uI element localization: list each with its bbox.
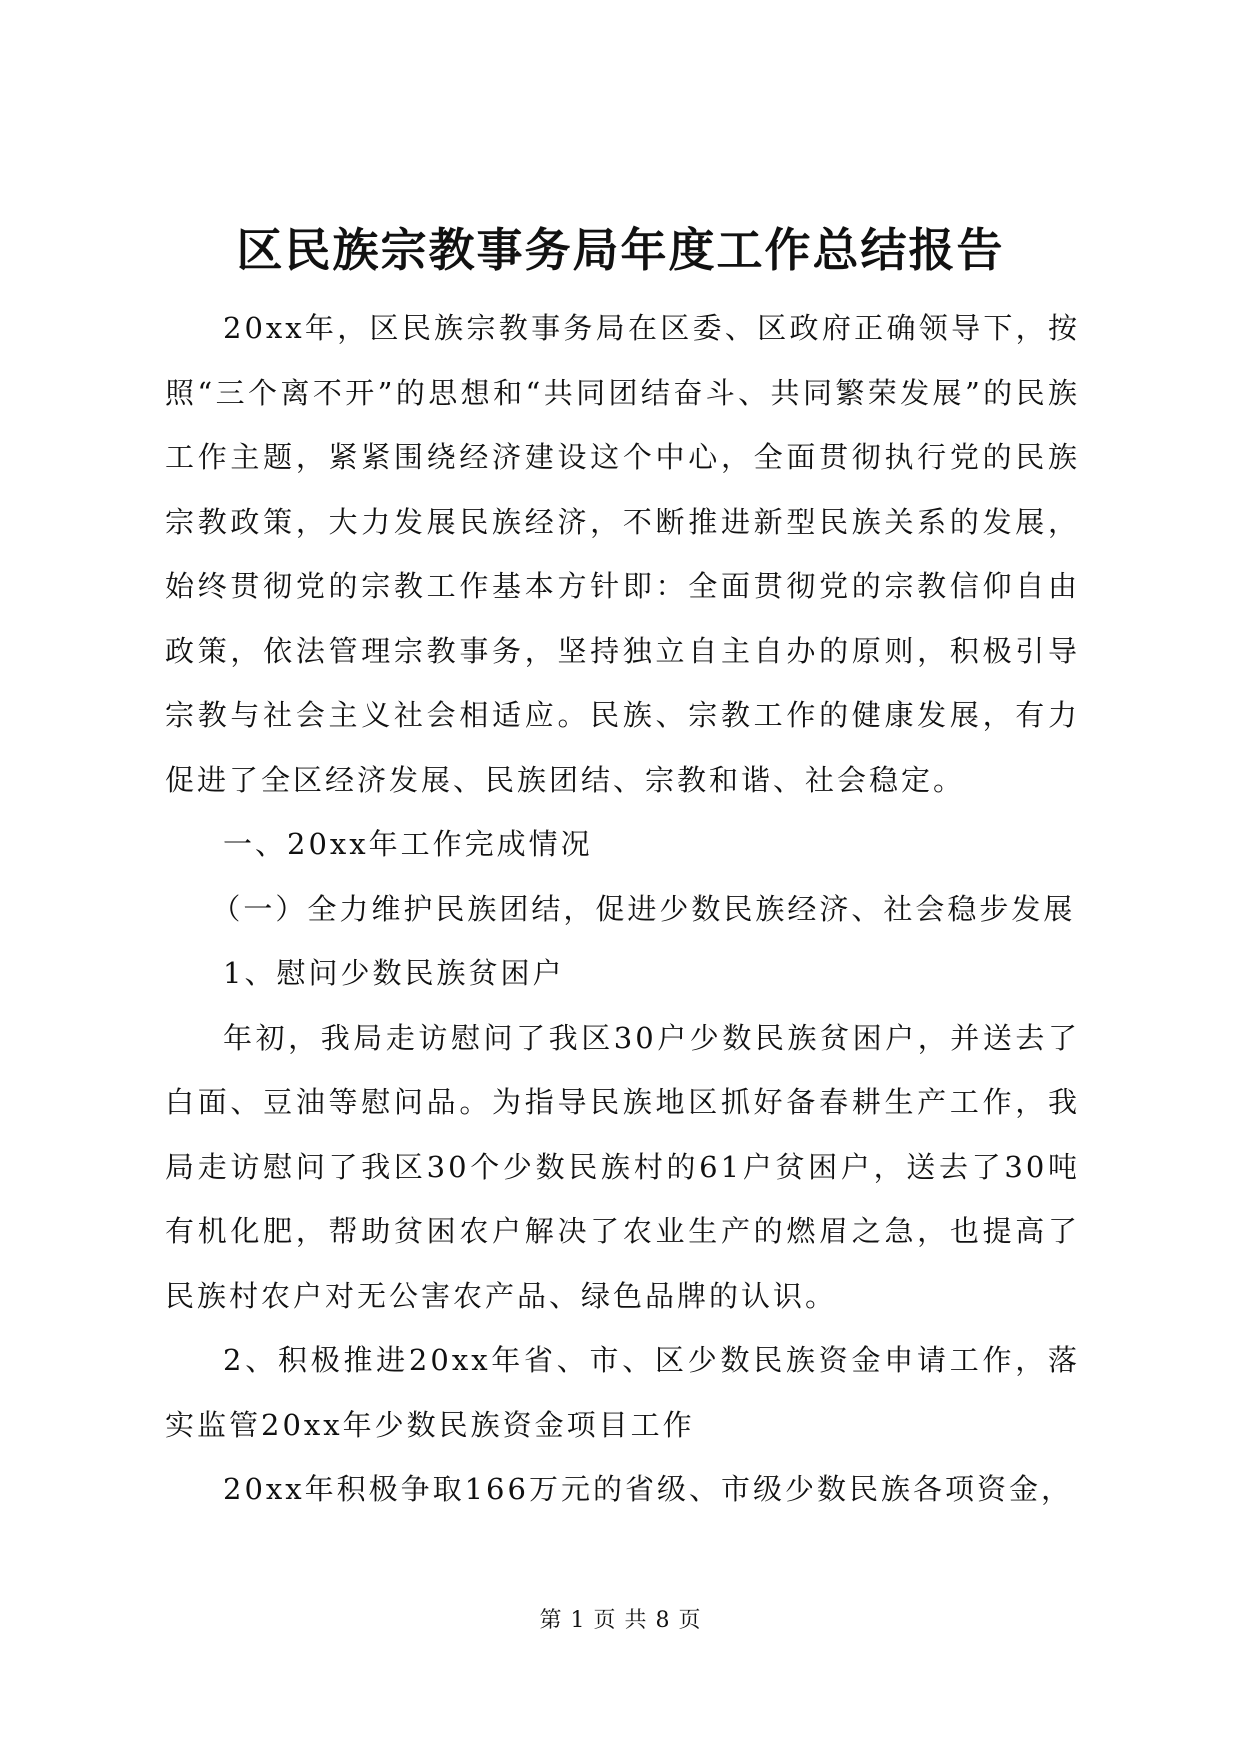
subsection-heading-1: （一）全力维护民族团结，促进少数民族经济、社会稳步发展: [211, 891, 1076, 926]
paragraph-intro: 20xx年，区民族宗教事务局在区委、区政府正确领导下，按照“三个离不开”的思想和“共同团结奋斗、共同繁荣发展”的民族工作主题，紧紧围绕经济建设这个中心，全面贯彻执行党的民族宗教政策，大力发展民族经济，不断推进新型民族关系的发展，始终贯彻党的宗教工作基本方针即：全面贯彻党的宗教信仰自由政策，依法管理宗教事务，坚持独立自主自办的原则，积极引导宗教与社会主义社会相适应。民族、宗教工作的健康发展，有力促进了全区经济发展、民族团结、宗教和谐、社会稳定。: [165, 311, 1080, 797]
paragraph-item-1: 年初，我局走访慰问了我区30户少数民族贫困户，并送去了白面、豆油等慰问品。为指导民族地区抓好备春耕生产工作，我局走访慰问了我区30个少数民族村的61户贫困户，送去了30吨有机化肥，帮助贫困农户解决了农业生产的燃眉之急，也提高了民族村农户对无公害农产品、绿色品牌的认识。: [165, 1020, 1080, 1313]
page-footer: 第 1 页 共 8 页: [539, 1608, 702, 1633]
document-body: [165, 296, 1080, 1522]
document-title: 区民族宗教事务局年度工作总结报告: [236, 223, 1005, 277]
paragraph-item-2: 20xx年积极争取166万元的省级、市级少数民族各项资金，: [223, 1472, 1073, 1506]
item-heading-2: 2、积极推进20xx年省、市、区少数民族资金申请工作，落实监管20xx年少数民族资金项目工作: [165, 1343, 1080, 1442]
section-heading-1: 一、20xx年工作完成情况: [223, 827, 593, 861]
item-heading-1: 1、慰问少数民族贫困户: [223, 956, 565, 990]
